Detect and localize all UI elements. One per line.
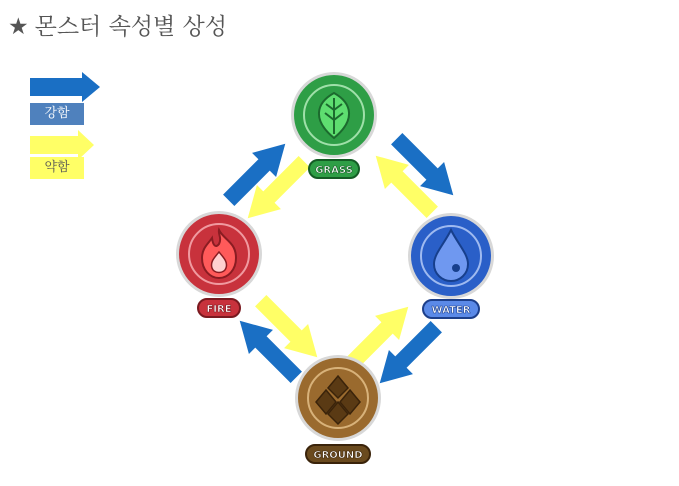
legend-weak-arrow xyxy=(30,130,94,160)
page-title-text: 몬스터 속성별 상성 xyxy=(34,14,227,40)
water-node xyxy=(408,213,494,318)
ground-label: GROUND xyxy=(313,450,363,461)
legend-strong-label: 강함 xyxy=(30,103,84,125)
ground-node xyxy=(295,355,381,463)
water-label: WATER xyxy=(431,305,471,316)
legend-strong-arrow xyxy=(30,72,100,102)
fire-label: FIRE xyxy=(206,304,232,315)
star-icon: ★ xyxy=(8,14,29,40)
fire-node xyxy=(176,211,262,317)
grass-label: GRASS xyxy=(315,165,353,176)
legend-weak-label: 약함 xyxy=(30,157,84,179)
